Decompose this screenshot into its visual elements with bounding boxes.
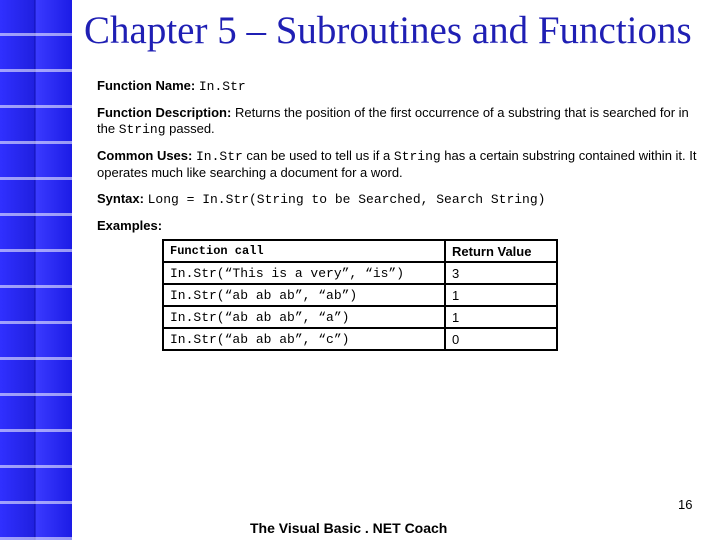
common-uses-code2: String bbox=[393, 149, 441, 164]
function-name-line bbox=[97, 78, 697, 95]
table-row bbox=[163, 262, 557, 284]
examples-label: Examples: bbox=[97, 218, 163, 233]
function-description-label: Function Description: bbox=[97, 105, 232, 120]
slide-body bbox=[97, 78, 697, 244]
return-value-cell: 3 bbox=[445, 262, 557, 284]
function-description-text: Returns the position of the first occurrence of a substring that is searched for in the bbox=[97, 105, 689, 136]
slide-title: Chapter 5 – Subroutines and Functions bbox=[84, 9, 692, 52]
function-description-text-after: passed. bbox=[169, 121, 215, 136]
function-name-label: Function Name: bbox=[97, 78, 196, 93]
common-uses-text2: has a certain substring contained within it. It operates much like searching a document for a word. bbox=[97, 148, 697, 180]
return-value-cell: 0 bbox=[445, 328, 557, 350]
examples-table bbox=[162, 239, 558, 351]
function-description-line bbox=[97, 105, 697, 138]
syntax-label: Syntax: bbox=[97, 191, 144, 206]
table-row bbox=[163, 328, 557, 350]
return-value-cell: 1 bbox=[445, 306, 557, 328]
common-uses-code1: In.Str bbox=[195, 149, 243, 164]
common-uses-text1: can be used to tell us if a bbox=[246, 148, 391, 163]
return-value-cell: 1 bbox=[445, 284, 557, 306]
function-call-cell: In.Str(“This is a very”, “is”) bbox=[163, 262, 445, 284]
table-row bbox=[163, 284, 557, 306]
examples-label-line bbox=[97, 218, 697, 234]
syntax-code: Long = In.Str(String to be Searched, Search String) bbox=[147, 192, 546, 207]
table-row bbox=[163, 306, 557, 328]
header-return-value: Return Value bbox=[445, 240, 557, 262]
function-call-cell: In.Str(“ab ab ab”, “ab”) bbox=[163, 284, 445, 306]
common-uses-line bbox=[97, 148, 697, 181]
table-header-row bbox=[163, 240, 557, 262]
footer-text: The Visual Basic . NET Coach bbox=[250, 520, 448, 536]
function-description-code: String bbox=[118, 122, 166, 137]
page-number: 16 bbox=[678, 497, 693, 512]
syntax-line bbox=[97, 191, 697, 208]
decorative-side-strip bbox=[0, 0, 72, 540]
function-call-cell: In.Str(“ab ab ab”, “a”) bbox=[163, 306, 445, 328]
function-name-value: In.Str bbox=[198, 79, 246, 94]
common-uses-label: Common Uses: bbox=[97, 148, 193, 163]
header-function-call: Function call bbox=[163, 240, 445, 262]
function-call-cell: In.Str(“ab ab ab”, “c”) bbox=[163, 328, 445, 350]
